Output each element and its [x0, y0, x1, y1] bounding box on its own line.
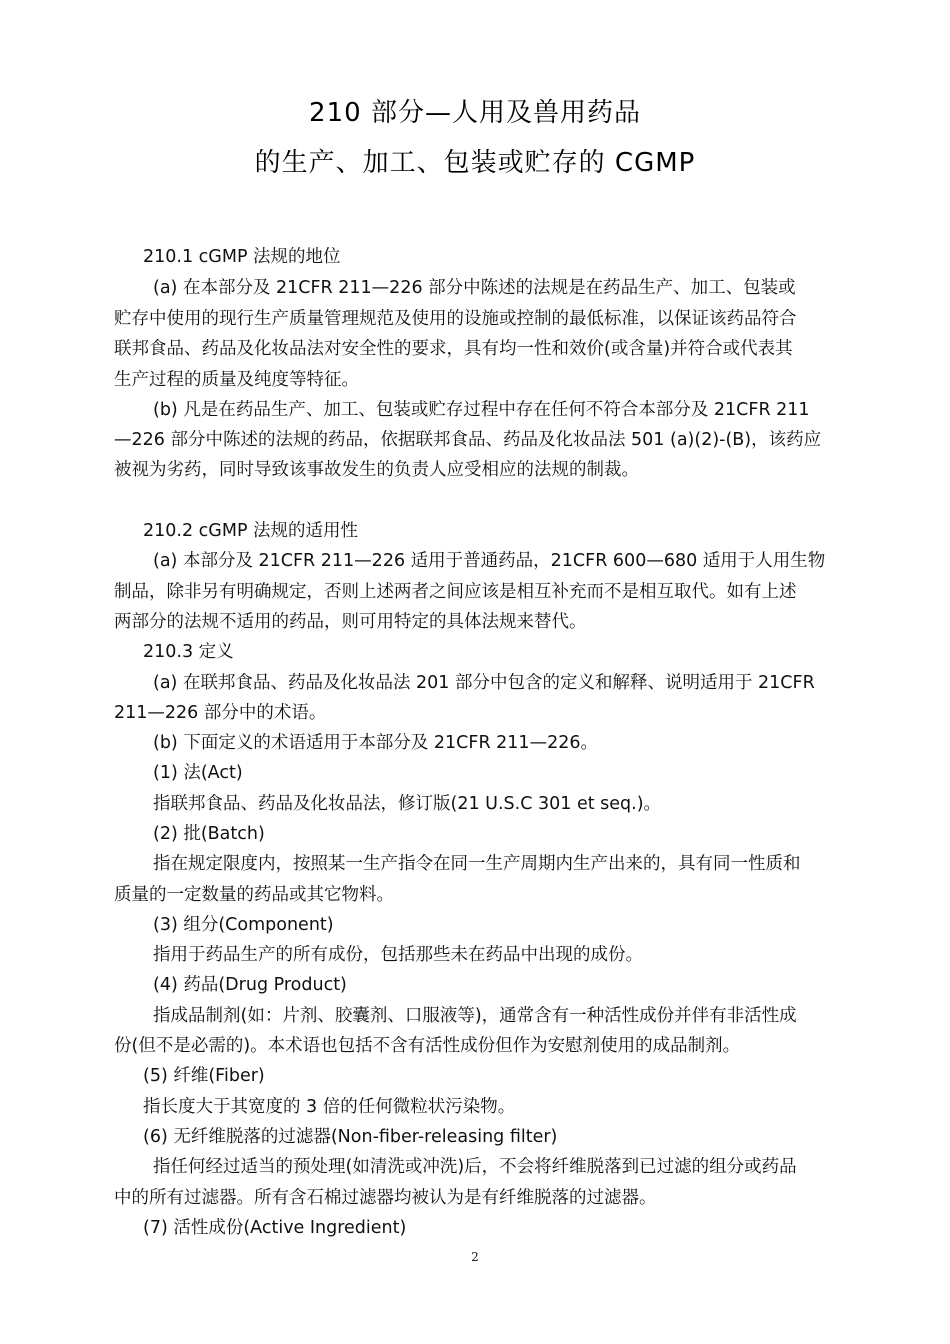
- definition-text: 份(但不是必需的)。本术语也包括不含有活性成份但作为安慰剂使用的成品制剂。: [114, 1036, 741, 1056]
- paragraph-line: (a) 本部分及 21CFR 211—226 适用于普通药品，21CFR 600—680 适用于人用生物: [153, 551, 826, 571]
- definition-term: (6) 无纤维脱落的过滤器(Non-fiber-releasing filter): [143, 1127, 558, 1147]
- definition-text: 指联邦食品、药品及化妆品法，修订版(21 U.S.C 301 et seq.)。: [153, 794, 662, 814]
- page-title-line-1: 210 部分—人用及兽用药品: [309, 98, 641, 128]
- section-heading-210-2: 210.2 cGMP 法规的适用性: [143, 521, 359, 541]
- definition-text: 指成品制剂(如：片剂、胶囊剂、口服液等)，通常含有一种活性成份并伴有非活性成: [153, 1006, 797, 1026]
- section-heading-210-1: 210.1 cGMP 法规的地位: [143, 247, 341, 267]
- definition-term: (2) 批(Batch): [153, 824, 265, 844]
- page-title-line-2: 的生产、加工、包装或贮存的 CGMP: [254, 148, 696, 178]
- definition-text: 指任何经过适当的预处理(如清洗或冲洗)后，不会将纤维脱落到已过滤的组分或药品: [153, 1157, 797, 1177]
- paragraph-line: (b) 凡是在药品生产、加工、包装或贮存过程中存在任何不符合本部分及 21CFR 211: [153, 400, 810, 420]
- definition-term: (3) 组分(Component): [153, 915, 334, 935]
- section-heading-210-3: 210.3 定义: [143, 642, 234, 662]
- paragraph-line: (a) 在本部分及 21CFR 211—226 部分中陈述的法规是在药品生产、加工、包装或: [153, 278, 796, 298]
- definition-term: (5) 纤维(Fiber): [143, 1066, 265, 1086]
- paragraph-line: 联邦食品、药品及化妆品法对安全性的要求，具有均一性和效价(或含量)并符合或代表其: [114, 339, 793, 359]
- definition-term: (7) 活性成份(Active Ingredient): [143, 1218, 407, 1238]
- definition-text: 指在规定限度内，按照某一生产指令在同一生产周期内生产出来的，具有同一性质和: [153, 854, 801, 874]
- paragraph-line: 被视为劣药，同时导致该事故发生的负责人应受相应的法规的制裁。: [114, 460, 639, 480]
- definition-term: (4) 药品(Drug Product): [153, 975, 347, 995]
- paragraph-line: 生产过程的质量及纯度等特征。: [114, 370, 359, 390]
- paragraph-line: 两部分的法规不适用的药品，则可用特定的具体法规来替代。: [114, 612, 587, 632]
- definition-text: 中的所有过滤器。所有含石棉过滤器均被认为是有纤维脱落的过滤器。: [114, 1188, 657, 1208]
- definition-text: 质量的一定数量的药品或其它物料。: [114, 885, 394, 905]
- definition-term: (1) 法(Act): [153, 763, 243, 783]
- definition-text: 指用于药品生产的所有成份，包括那些未在药品中出现的成份。: [153, 945, 643, 965]
- definition-text: 指长度大于其宽度的 3 倍的任何微粒状污染物。: [143, 1097, 516, 1117]
- page-number: 2: [471, 1250, 479, 1264]
- paragraph-line: —226 部分中陈述的法规的药品，依据联邦食品、药品及化妆品法 501 (a)(2)-(B)，该药应: [114, 430, 822, 450]
- paragraph-line: (b) 下面定义的术语适用于本部分及 21CFR 211—226。: [153, 733, 598, 753]
- paragraph-line: 211—226 部分中的术语。: [114, 703, 327, 723]
- paragraph-line: 制品，除非另有明确规定，否则上述两者之间应该是相互补充而不是相互取代。如有上述: [114, 582, 797, 602]
- paragraph-line: 贮存中使用的现行生产质量管理规范及使用的设施或控制的最低标准，以保证该药品符合: [114, 309, 797, 329]
- paragraph-line: (a) 在联邦食品、药品及化妆品法 201 部分中包含的定义和解释、说明适用于 21CFR: [153, 673, 815, 693]
